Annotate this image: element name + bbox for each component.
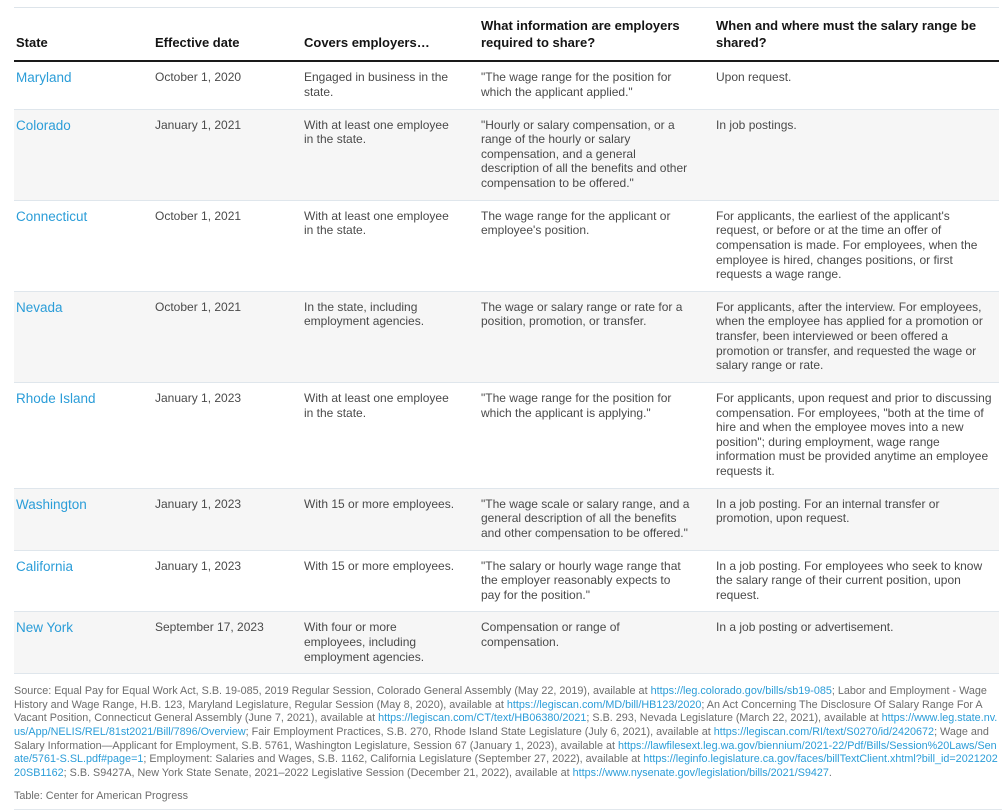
source-text: ; S.B. 293, Nevada Legislature (March 22, 2021), available at	[586, 712, 882, 725]
column-header: State	[14, 8, 153, 62]
source-link[interactable]: https://www.leg.state.nv.us/App/NELIS/REL/81st2021/Bill/7896/Overview	[14, 712, 998, 739]
table-row	[14, 612, 999, 674]
table-row	[14, 488, 999, 550]
source-text: ; Fair Employment Practices, S.B. 270, Rhode Island State Legislature (July 6, 2021), available at	[245, 726, 714, 739]
source-text: Source: Equal Pay for Equal Work Act, S.B. 19-085, 2019 Regular Session, Colorado General Assembly (May 22, 2019), available at	[14, 685, 651, 698]
table-row	[14, 61, 999, 109]
cell-covers: With 15 or more employees.	[302, 550, 479, 612]
salary-range-table	[14, 7, 999, 674]
source-note	[14, 685, 1002, 780]
cell-effective_date: October 1, 2021	[153, 291, 302, 382]
state-link[interactable]: New York	[14, 612, 153, 674]
source-text: ; Employment: Salaries and Wages, S.B. 1162, California Legislature (September 27, 2022), available at	[143, 753, 644, 766]
cell-info: "Hourly or salary compensation, or a range of the hourly or salary compensation, and a general description of all the benefits and other compensation to be offered."	[479, 109, 714, 200]
source-text: ; Wage and Salary Information—Applicant for Employment, S.B. 5761, Washington Legislature, Session 67 (January 1, 2023), available at	[14, 726, 989, 752]
cell-covers: With 15 or more employees.	[302, 488, 479, 550]
cell-info: Compensation or range of compensation.	[479, 612, 714, 674]
cell-covers: Engaged in business in the state.	[302, 61, 479, 109]
cell-info: The wage or salary range or rate for a position, promotion, or transfer.	[479, 291, 714, 382]
cell-when: For applicants, after the interview. For employees, when the employee has applied for a promotion or transfer, been interviewed or been offered a promotion or transfer, and requested the wage or salary range or rate.	[714, 291, 999, 382]
cell-when: In a job posting. For employees who seek to know the salary range of their current position, upon request.	[714, 550, 999, 612]
column-header: What information are employers required to share?	[479, 8, 714, 62]
table-row	[14, 109, 999, 200]
state-link[interactable]: Connecticut	[14, 200, 153, 291]
cell-when: In a job posting. For an internal transfer or promotion, upon request.	[714, 488, 999, 550]
state-link[interactable]: California	[14, 550, 153, 612]
column-header: When and where must the salary range be shared?	[714, 8, 999, 62]
table-row	[14, 550, 999, 612]
source-link[interactable]: https://leg.colorado.gov/bills/sb19-085	[650, 685, 832, 698]
cell-when: In job postings.	[714, 109, 999, 200]
column-header: Covers employers…	[302, 8, 479, 62]
cell-covers: With at least one employee in the state.	[302, 109, 479, 200]
cell-when: For applicants, the earliest of the applicant's request, or before or at the time an offer of compensation is made. For employees, when the employee is hired, changes positions, or first requests a wage range.	[714, 200, 999, 291]
source-text: ; An Act Concerning The Disclosure Of Salary Range For A Vacant Position, Connecticut General Assembly (June 7, 2021), available at	[14, 698, 983, 725]
cell-when: For applicants, upon request and prior to discussing compensation. For employees, "both at the time of hire and when the employee moves into a new position"; during employment, wage range information must be provided anytime an employee requests it.	[714, 382, 999, 488]
cell-covers: In the state, including employment agencies.	[302, 291, 479, 382]
cell-covers: With four or more employees, including employment agencies.	[302, 612, 479, 674]
cell-effective_date: January 1, 2023	[153, 488, 302, 550]
source-link[interactable]: https://lawfilesext.leg.wa.gov/biennium/2021-22/Pdf/Bills/Session%20Laws/Senate/5761-S.SL.pdf#page=1	[14, 739, 997, 766]
source-text: .	[828, 766, 832, 779]
state-link[interactable]: Washington	[14, 488, 153, 550]
cell-info: "The wage range for the position for which the applicant applied."	[479, 61, 714, 109]
state-link[interactable]: Rhode Island	[14, 382, 153, 488]
column-header: Effective date	[153, 8, 302, 62]
cell-effective_date: January 1, 2023	[153, 550, 302, 612]
cell-when: Upon request.	[714, 61, 999, 109]
state-link[interactable]: Maryland	[14, 61, 153, 109]
cell-effective_date: September 17, 2023	[153, 612, 302, 674]
table-credit: Table: Center for American Progress	[14, 790, 1002, 810]
source-link[interactable]: https://legiscan.com/MD/bill/HB123/2020	[506, 698, 702, 711]
state-link[interactable]: Nevada	[14, 291, 153, 382]
source-link[interactable]: https://leginfo.legislature.ca.gov/faces/billTextClient.xhtml?bill_id=202120220SB1162	[14, 753, 998, 779]
cell-effective_date: October 1, 2020	[153, 61, 302, 109]
cell-when: In a job posting or advertisement.	[714, 612, 999, 674]
cell-covers: With at least one employee in the state.	[302, 382, 479, 488]
cell-info: "The wage range for the position for which the applicant is applying."	[479, 382, 714, 488]
header-row	[14, 8, 999, 62]
table-row	[14, 382, 999, 488]
source-text: ; Labor and Employment - Wage History and Wage Range, H.B. 123, Maryland Legislature, Regular Session (May 8, 2020), available at	[14, 685, 987, 711]
table-row	[14, 200, 999, 291]
table-row	[14, 291, 999, 382]
cell-info: "The salary or hourly wage range that the employer reasonably expects to pay for the position."	[479, 550, 714, 612]
source-link[interactable]: https://www.nysenate.gov/legislation/bills/2021/S9427	[572, 766, 829, 779]
source-text: ; S.B. S9427A, New York State Senate, 2021–2022 Legislative Session (December 21, 2022), available at	[63, 766, 573, 779]
state-link[interactable]: Colorado	[14, 109, 153, 200]
cell-effective_date: October 1, 2021	[153, 200, 302, 291]
source-link[interactable]: https://legiscan.com/CT/text/HB06380/2021	[378, 712, 587, 725]
cell-effective_date: January 1, 2023	[153, 382, 302, 488]
cell-covers: With at least one employee in the state.	[302, 200, 479, 291]
cell-info: "The wage scale or salary range, and a general description of all the benefits and other compensation to be offered."	[479, 488, 714, 550]
cell-info: The wage range for the applicant or employee's position.	[479, 200, 714, 291]
cell-effective_date: January 1, 2021	[153, 109, 302, 200]
source-link[interactable]: https://legiscan.com/RI/text/S0270/id/2420672	[713, 726, 935, 739]
